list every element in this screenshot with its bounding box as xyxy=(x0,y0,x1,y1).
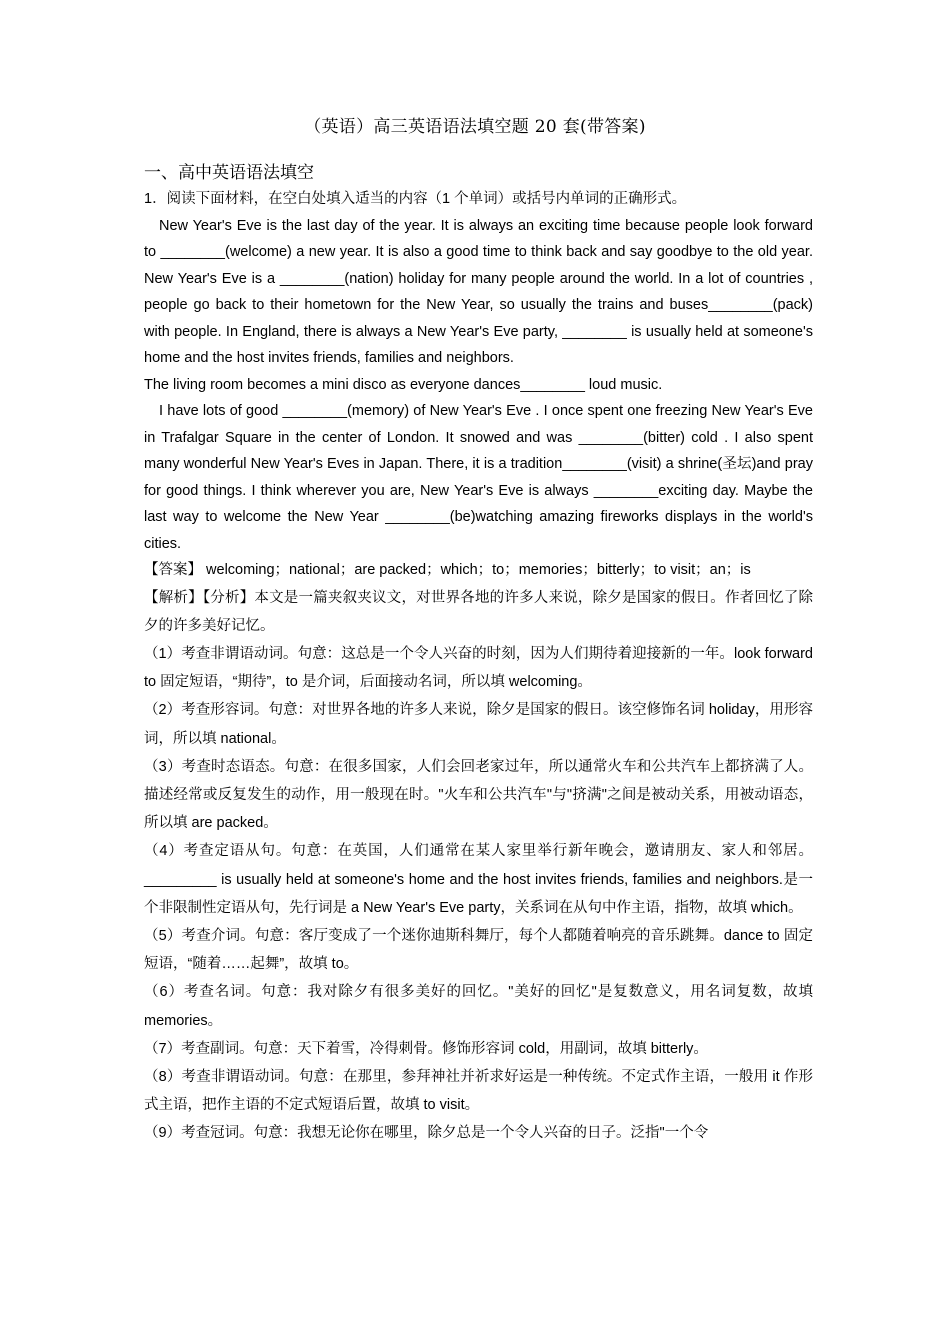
analysis-item-2: （2）考查形容词。句意：对世界各地的许多人来说，除夕是国家的假日。该空修饰名词 holiday，用形容词，所以填 national。 xyxy=(144,702,813,747)
analysis-item-7: （7）考查副词。句意：天下着雪，冷得刺骨。修饰形容词 cold，用副词，故填 bitterly。 xyxy=(144,1040,708,1057)
passage-paragraph-3: I have lots of good ________(memory) of New Year's Eve . I once spent one freezing New Year's Eve in Trafalgar Square in the center of London. It snowed and was ________(bitter) cold . I also spent many wonderful New Year's Eves in Japan. There, it is a tradition________(visit) a shrine(圣坛)and pray for good things. I think wherever you are, New Year's Eve is always ________exciting day. Maybe the last way to welcome the New Year ________(be)watching amazing fireworks displays in the world's cities. xyxy=(144,403,813,552)
answer-line: 【答案】 welcoming；national；are packed；which；to；memories；bitterly；to visit；an；is xyxy=(144,562,751,578)
analysis-item-1: （1）考查非谓语动词。句意：这总是一个令人兴奋的时刻，因为人们期待着迎接新的一年。look forward to 固定短语，“期待”，to 是介词，后面接动名词，所以填 welcoming。 xyxy=(144,645,813,691)
document-body xyxy=(144,186,813,1148)
analysis-item-9: （9）考查冠词。句意：我想无论你在哪里，除夕总是一个令人兴奋的日子。泛指"一个令 xyxy=(144,1125,709,1142)
question-prompt: 1．阅读下面材料，在空白处填入适当的内容（1 个单词）或括号内单词的正确形式。 xyxy=(144,191,687,207)
analysis-intro: 【解析】【分析】本文是一篇夹叙夹议文，对世界各地的许多人来说，除夕是国家的假日。作者回忆了除夕的许多美好记忆。 xyxy=(144,589,813,634)
document-title: （英语）高三英语语法填空题 20 套(带答案) xyxy=(304,117,646,137)
section-heading: 一、高中英语语法填空 xyxy=(144,163,314,183)
analysis-item-4: （4）考查定语从句。句意：在英国，人们通常在某人家里举行新年晚会，邀请朋友、家人和邻居。_________ is usually held at someone's home and the host invites friends, families and neighbors.是一个非限制性定语从句，先行词是 a New Year's Eve party，关系词在从句中作主语，指物，故填 which。 xyxy=(144,843,813,916)
analysis-item-5: （5）考查介词。句意：客厅变成了一个迷你迪斯科舞厅，每个人都随着响亮的音乐跳舞。dance to 固定短语，“随着……起舞”，故填 to。 xyxy=(144,927,813,973)
analysis-item-6: （6）考查名词。句意：我对除夕有很多美好的回忆。"美好的回忆"是复数意义，用名词复数，故填 memories。 xyxy=(144,984,813,1029)
analysis-item-3: （3）考查时态语态。句意：在很多国家，人们会回老家过年，所以通常火车和公共汽车上都挤满了人。描述经常或反复发生的动作，用一般现在时。"火车和公共汽车"与"挤满"之间是被动关系，用被动语态，所以填 are packed。 xyxy=(144,758,813,832)
passage-paragraph-1: New Year's Eve is the last day of the year. It is always an exciting time because people look forward to ________(welcome) a new year. It is also a good time to think back and say goodbye to the old year. New Year's Eve is a ________(nation) holiday for many people around the world. In a lot of countries , people go back to their hometown for the New Year, so usually the trains and buses________(pack) with people. In England, there is always a New Year's Eve party, ________ is usually held at someone's home and the host invites friends, families and neighbors. xyxy=(144,217,813,366)
analysis-item-8: （8）考查非谓语动词。句意：在那里，参拜神社并祈求好运是一种传统。不定式作主语，一般用 it 作形式主语，把作主语的不定式短语后置，故填 to visit。 xyxy=(144,1068,813,1114)
passage-paragraph-2: The living room becomes a mini disco as everyone dances________ loud music. xyxy=(144,376,663,393)
